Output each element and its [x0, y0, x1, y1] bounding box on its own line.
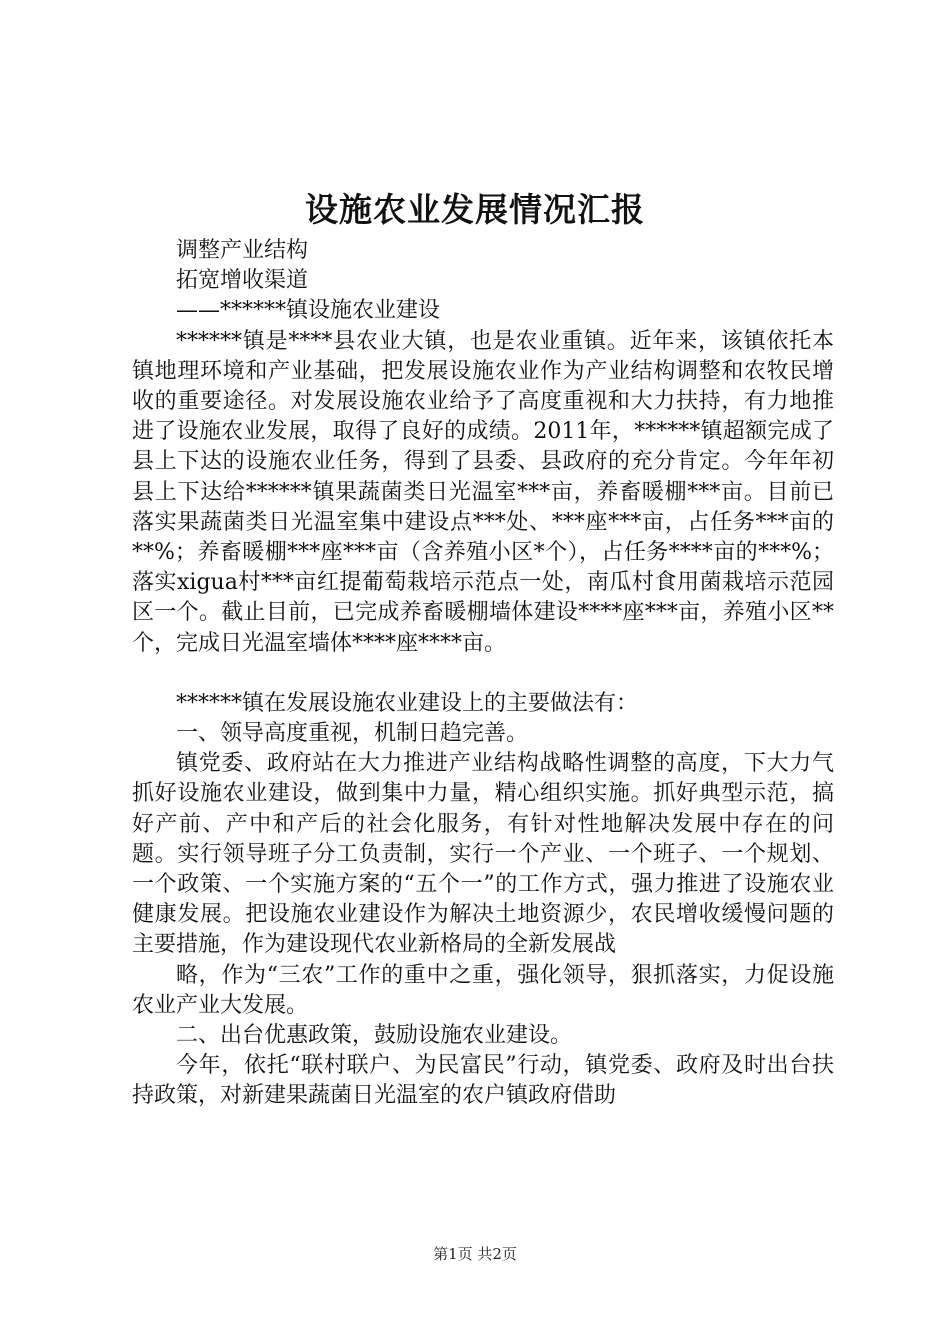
document-body — [132, 236, 834, 1112]
document-title: 设施农业发展情况汇报 — [305, 190, 645, 229]
subtitle-line-3: ——******镇设施农业建设 — [176, 298, 441, 324]
section-2-paragraph: 今年，依托“联村联户、为民富民”行动，镇党委、政府及时出台扶持政策，对新建果蔬菌日光温室的农户镇政府借助 — [132, 1053, 834, 1109]
page-number-footer: 第1页 共2页 — [433, 1245, 517, 1263]
intro-paragraph: ******镇是****县农业大镇，也是农业重镇。近年来，该镇依托本镇地理环境和产业基础，把发展设施农业作为产业结构调整和农牧民增收的重要途径。对发展设施农业给予了高度重视和大力扶持，有力地推进了设施农业发展，取得了良好的成绩。2011年，******镇超额完成了县上下达的设施农业任务，得到了县委、县政府的充分肯定。今年年初县上下达给******镇果蔬菌类日光温室***亩，养畜暖棚***亩。目前已落实果蔬菌类日光温室集中建设点***处、***座***亩，占任务***亩的**%；养畜暖棚***座***亩（含养殖小区*个），占任务****亩的***%；落实xigua村***亩红提葡萄栽培示范点一处，南瓜村食用菌栽培示范园区一个。截止目前，已完成养畜暖棚墙体建设****座***亩，养殖小区**个，完成日光温室墙体****座****亩。 — [132, 328, 834, 656]
section-1-continuation: 略，作为“三农”工作的重中之重，强化领导，狠抓落实，力促设施农业产业大发展。 — [132, 962, 834, 1018]
section-heading-1: 一、领导高度重视，机制日趋完善。 — [176, 721, 529, 747]
section-1-paragraph: 镇党委、政府站在大力推进产业结构战略性调整的高度，下大力气抓好设施农业建设，做到集中力量，精心组织实施。抓好典型示范，搞好产前、产中和产后的社会化服务，有针对性地解决发展中存在的问题。实行领导班子分工负责制，实行一个产业、一个班子、一个规划、一个政策、一个实施方案的“五个一”的工作方式，强力推进了设施农业健康发展。把设施农业建设作为解决土地资源少，农民增收缓慢问题的主要措施，作为建设现代农业新格局的全新发展战 — [132, 751, 834, 958]
subtitle-line-1: 调整产业结构 — [176, 238, 309, 263]
practices-intro: ******镇在发展设施农业建设上的主要做法有： — [176, 690, 639, 716]
section-heading-2: 二、出台优惠政策，鼓励设施农业建设。 — [176, 1023, 573, 1049]
subtitle-line-2: 拓宽增收渠道 — [176, 268, 309, 294]
